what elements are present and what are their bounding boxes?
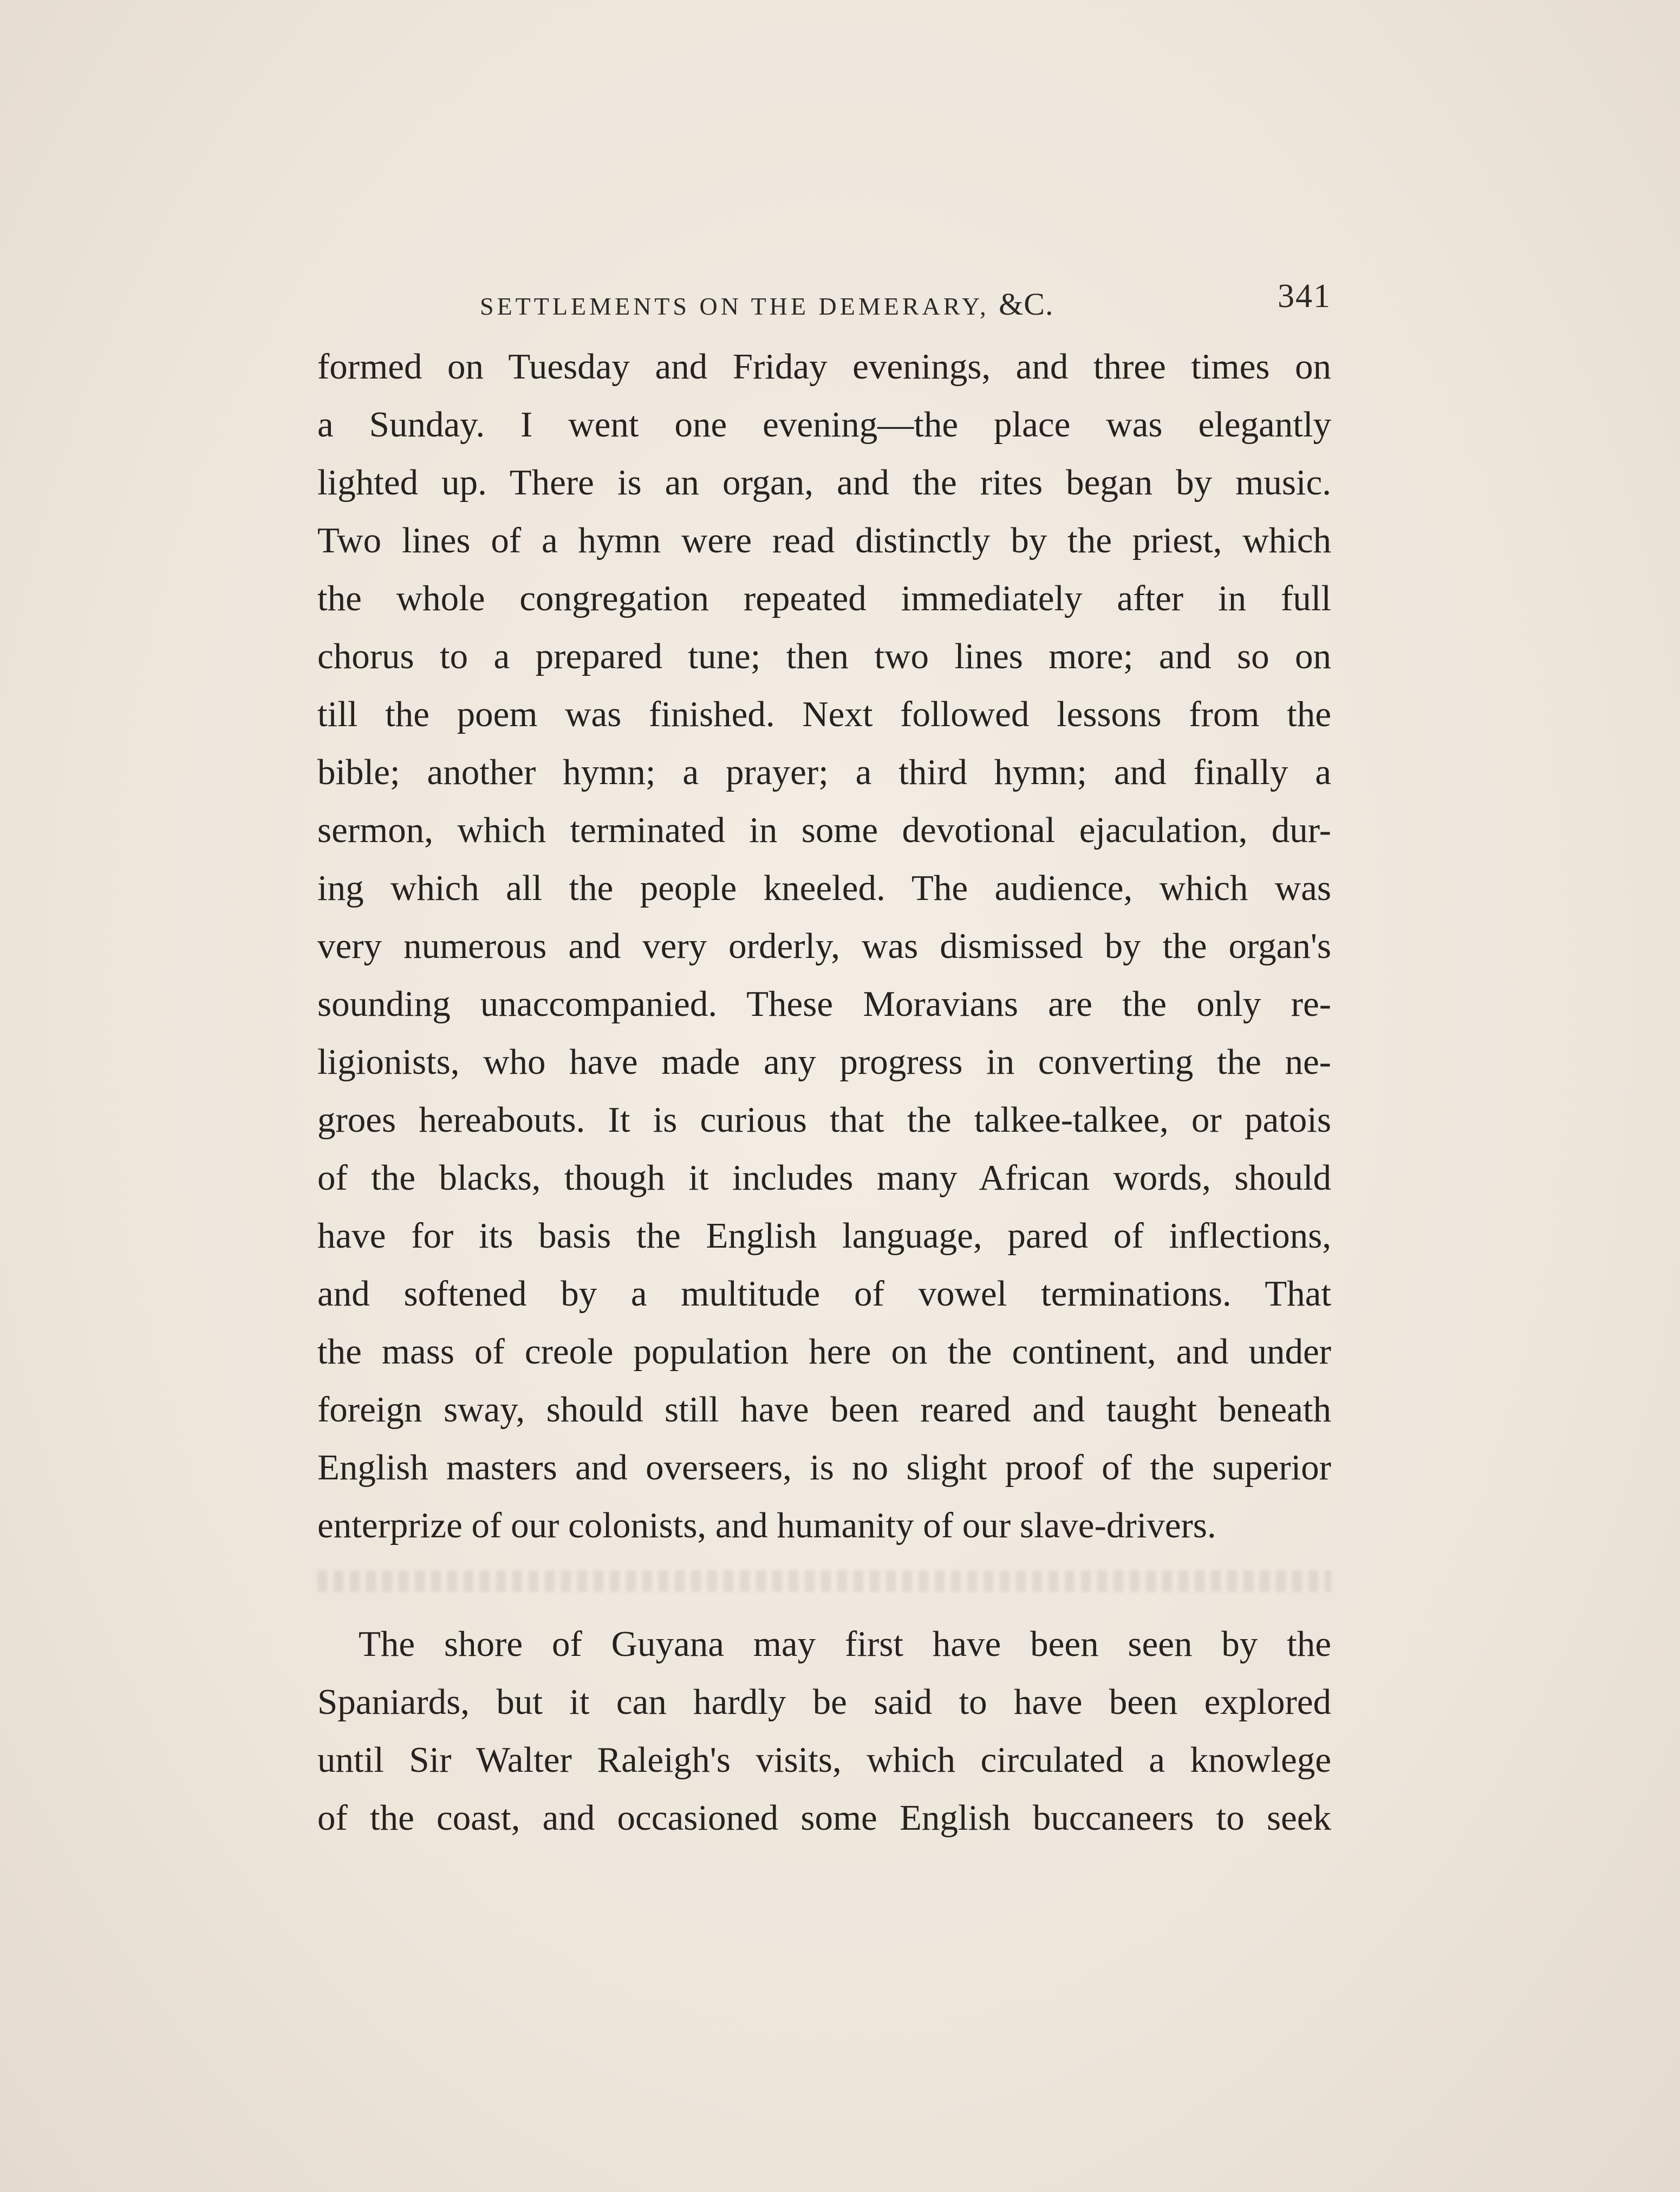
text-line: lighted up. There is an organ, and the rites began by music. [317,462,1331,503]
running-title [480,286,1053,322]
text-line: of the coast, and occasioned some English buccaneers to seek [317,1798,1331,1838]
text-line: groes hereabouts. It is curious that the talkee-talkee, or patois [317,1100,1331,1140]
text-line: sounding unaccompanied. These Moravians are the only re- [317,984,1331,1024]
text-line: The shore of Guyana may first have been seen by the [359,1624,1331,1664]
text-line: ing which all the people kneeled. The audience, which was [317,868,1331,908]
text-line: the mass of creole population here on the continent, and under [317,1332,1331,1372]
reverse-side-show-through [317,1570,1331,1592]
text-line: until Sir Walter Raleigh's visits, which circulated a knowlege [317,1740,1331,1780]
text-line: and softened by a multitude of vowel terminations. That [317,1274,1331,1314]
page-header [317,276,1331,325]
text-line: ligionists, who have made any progress in converting the ne- [317,1042,1331,1082]
text-line: Two lines of a hymn were read distinctly by the priest, which [317,520,1331,560]
paragraph-continued [317,338,1331,1555]
text-line: the whole congregation repeated immediately after in full [317,578,1331,618]
text-line: a Sunday. I went one evening—the place was elegantly [317,405,1331,445]
text-line: bible; another hymn; a prayer; a third hymn; and finally a [317,752,1331,792]
text-line: foreign sway, should still have been reared and taught beneath [317,1389,1331,1430]
page-number: 341 [1278,278,1331,315]
text-line: Spaniards, but it can hardly be said to have been explored [317,1682,1331,1722]
text-line: till the poem was finished. Next followed lessons from the [317,694,1331,734]
text-line: chorus to a prepared tune; then two lines more; and so on [317,636,1331,676]
running-title-text: SETTLEMENTS ON THE DEMERARY, [480,292,989,320]
text-line: have for its basis the English language, pared of inflections, [317,1216,1331,1256]
body-text [317,338,1331,1847]
text-line: very numerous and very orderly, was dismissed by the organ's [317,926,1331,966]
text-line: formed on Tuesday and Friday evenings, and three times on [317,347,1331,387]
paragraph-guyana [317,1615,1331,1847]
text-line: of the blacks, though it includes many African words, should [317,1158,1331,1198]
text-line: sermon, which terminated in some devotional ejaculation, dur- [317,810,1331,850]
running-title-etc: &C. [999,286,1054,322]
text-line: enterprize of our colonists, and humanity of our slave-drivers. [317,1505,1216,1545]
text-line: English masters and overseers, is no slight proof of the superior [317,1447,1331,1488]
